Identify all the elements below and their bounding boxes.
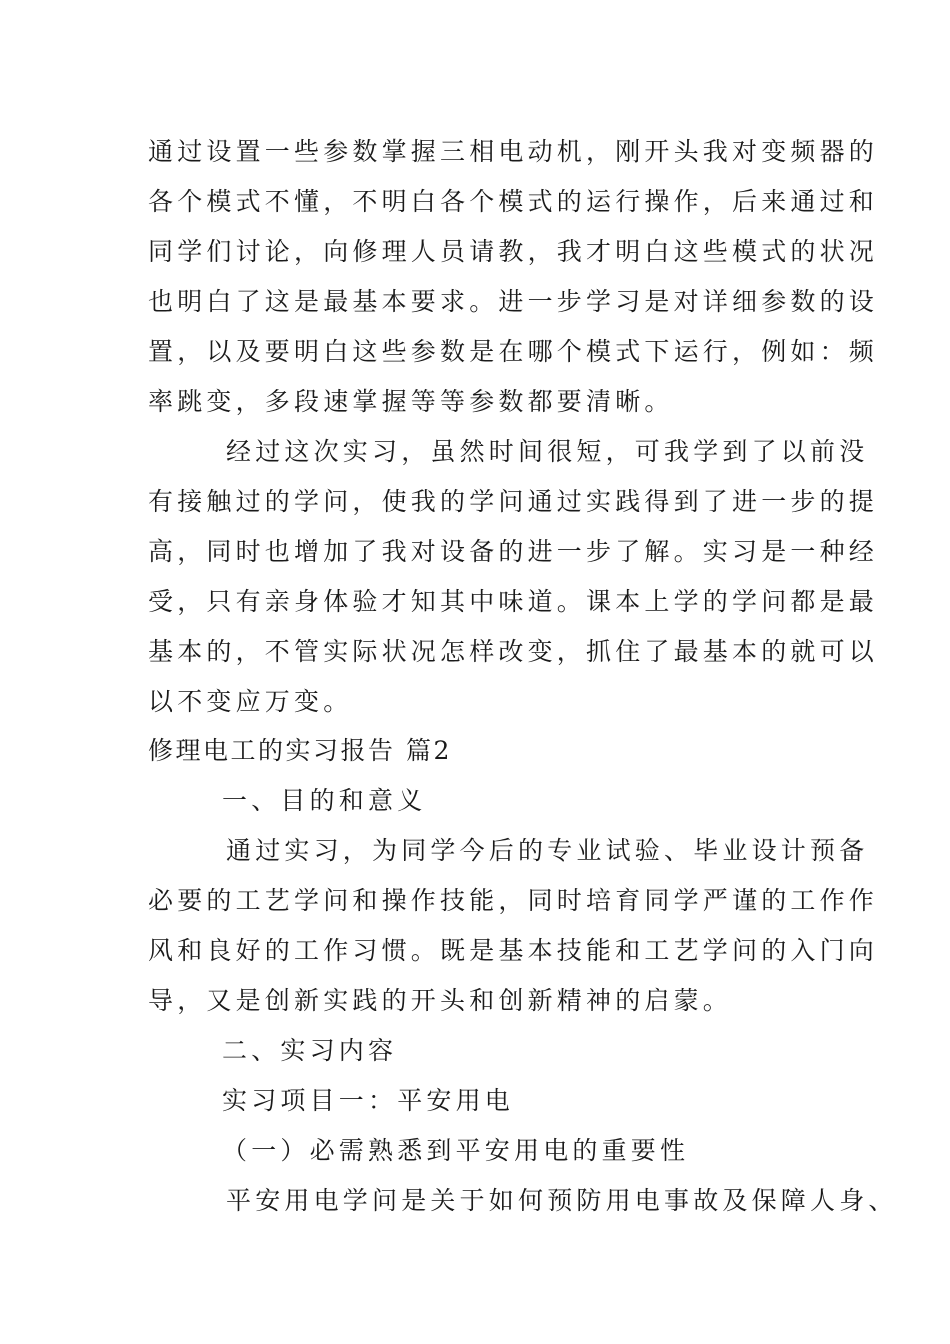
body-text-line: 受，只有亲身体验才知其中味道。课本上学的学问都是最 bbox=[148, 587, 879, 616]
body-text-line: 置，以及要明白这些参数是在哪个模式下运行，例如：频 bbox=[148, 337, 879, 366]
paragraph-first-line: 平安用电学问是关于如何预防用电事故及保障人身、 bbox=[226, 1186, 898, 1215]
body-text-line: 基本的，不管实际状况怎样改变，抓住了最基本的就可以 bbox=[148, 637, 879, 666]
body-text-line: 以不变应万变。 bbox=[148, 687, 353, 716]
report-title: 修理电工的实习报告 篇2 bbox=[148, 736, 452, 765]
body-text-line: 风和良好的工作习惯。既是基本技能和工艺学问的入门向 bbox=[148, 936, 879, 965]
body-text-line: 必要的工艺学问和操作技能，同时培育同学严谨的工作作 bbox=[148, 886, 879, 915]
body-text-line: 同学们讨论，向修理人员请教，我才明白这些模式的状况 bbox=[148, 237, 879, 266]
paragraph-first-line: 经过这次实习，虽然时间很短，可我学到了以前没 bbox=[226, 437, 869, 466]
section-heading: 二、实习内容 bbox=[222, 1036, 398, 1065]
body-text-line: 通过设置一些参数掌握三相电动机，刚开头我对变频器的 bbox=[148, 137, 879, 166]
subsection-heading: （一）必需熟悉到平安用电的重要性 bbox=[222, 1136, 690, 1165]
body-text-line: 也明白了这是最基本要求。进一步学习是对详细参数的设 bbox=[148, 287, 879, 316]
body-text-line: 率跳变，多段速掌握等等参数都要清晰。 bbox=[148, 387, 674, 416]
body-text-line: 有接触过的学问，使我的学问通过实践得到了进一步的提 bbox=[148, 487, 879, 516]
section-heading: 一、目的和意义 bbox=[222, 786, 427, 815]
paragraph-first-line: 通过实习，为同学今后的专业试验、毕业设计预备 bbox=[226, 836, 869, 865]
subsection-heading: 实习项目一：平安用电 bbox=[222, 1086, 515, 1115]
body-text-line: 高，同时也增加了我对设备的进一步了解。实习是一种经 bbox=[148, 537, 879, 566]
body-text-line: 导，又是创新实践的开头和创新精神的启蒙。 bbox=[148, 986, 733, 1015]
body-text-line: 各个模式不懂，不明白各个模式的运行操作，后来通过和 bbox=[148, 187, 879, 216]
